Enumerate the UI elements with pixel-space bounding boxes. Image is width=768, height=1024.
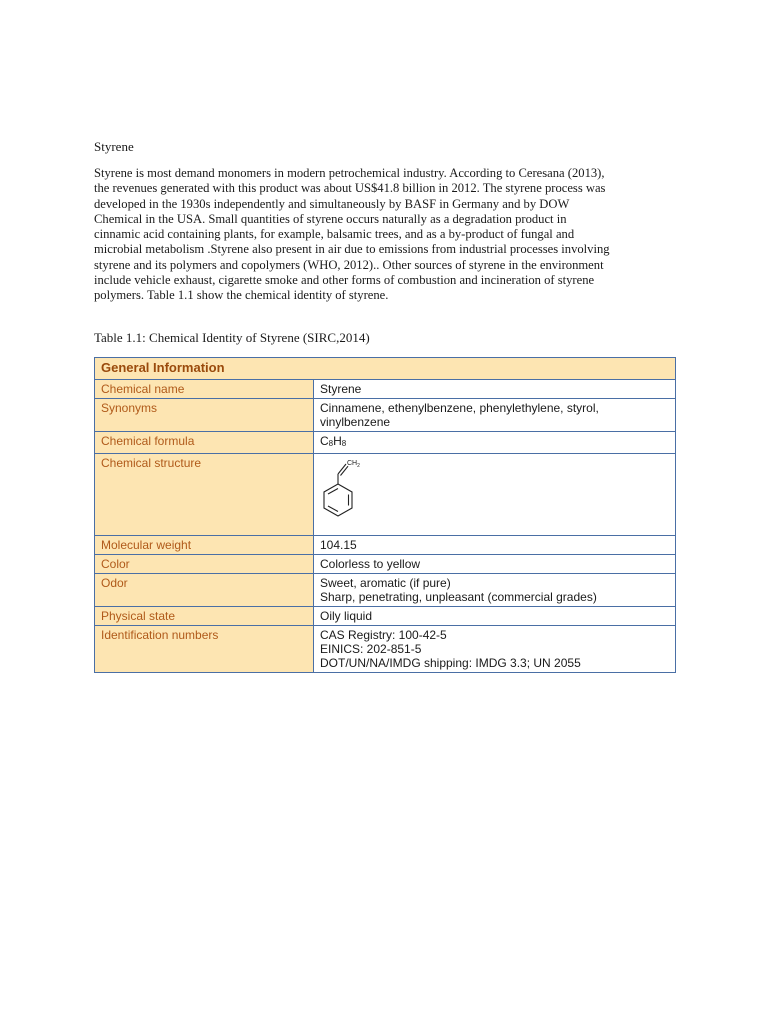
paragraph-line: polymers. Table 1.1 show the chemical identity of styrene. [94,288,389,303]
row-label: Chemical formula [95,432,314,454]
table-header: General Information [95,358,676,380]
table-row [95,626,676,673]
paragraph-line: cinnamic acid containing plants, for example, balsamic trees, and as a by-product of fungal and [94,227,575,242]
table-row [95,380,676,399]
row-value [314,399,676,432]
table-caption: Table 1.1: Chemical Identity of Styrene (SIRC,2014) [94,330,370,345]
value-line: DOT/UN/NA/IMDG shipping: IMDG 3.3; UN 2055 [320,656,581,670]
table-row [95,454,676,536]
row-value [314,607,676,626]
ch2-label: $CH_2$ [347,460,360,469]
paragraph-line: styrene and its polymers and copolymers (WHO, 2012).. Other sources of styrene in the environment [94,257,604,272]
table-row [95,555,676,574]
value-line: Oily liquid [320,609,373,623]
paragraph-line: microbial metabolism .Styrene also present in air due to emissions from industrial processes involving [94,242,610,257]
value-line: 104.15 [320,538,357,552]
chemical-structure-value [314,454,676,536]
row-label: Physical state [95,607,314,626]
row-value [314,536,676,555]
paragraph-line: developed in the 1930s independently and simultaneously by BASF in Germany and by DOW [94,196,570,211]
value-line: Styrene [320,382,362,396]
chemical-identity-table [94,357,676,673]
row-label: Chemical structure [95,454,314,536]
table-row [95,607,676,626]
row-label: Molecular weight [95,536,314,555]
row-value [314,380,676,399]
intro-paragraph [94,166,684,304]
value-line: Sharp, penetrating, unpleasant (commercial grades) [320,590,597,604]
row-value [314,626,676,673]
value-line: CAS Registry: 100-42-5 [320,628,447,642]
paragraph-line: include vehicle exhaust, cigarette smoke and other forms of combustion and incineration of styrene [94,273,595,288]
chemical-formula-value [314,432,676,454]
value-line: vinylbenzene [320,415,391,429]
paragraph-line: the revenues generated with this product was about US$41.8 billion in 2012. The styrene process was [94,181,606,196]
paragraph-line: Chemical in the USA. Small quantities of styrene occurs naturally as a degradation product in [94,211,567,226]
value-line: Cinnamene, ethenylbenzene, phenylethylene, styrol, [320,401,599,415]
table-row [95,399,676,432]
formula: $C_8H_8$ [320,434,347,448]
row-label: Identification numbers [95,626,314,673]
row-value [314,555,676,574]
table-row [95,536,676,555]
table-header-row [95,358,676,380]
table-row [95,574,676,607]
row-label: Color [95,555,314,574]
value-line: EINICS: 202-851-5 [320,642,422,656]
row-label: Chemical name [95,380,314,399]
table-row [95,432,676,454]
value-line: Sweet, aromatic (if pure) [320,576,451,590]
value-line: Colorless to yellow [320,557,421,571]
paragraph-line: Styrene is most demand monomers in modern petrochemical industry. According to Ceresana (2013), [94,166,605,180]
row-label: Synonyms [95,399,314,432]
vinyl-double-bond [341,466,349,475]
row-value [314,574,676,607]
row-label: Odor [95,574,314,607]
styrene-structure-diagram [320,456,380,528]
section-heading: Styrene [94,139,134,154]
vinyl-double-bond [338,464,346,474]
